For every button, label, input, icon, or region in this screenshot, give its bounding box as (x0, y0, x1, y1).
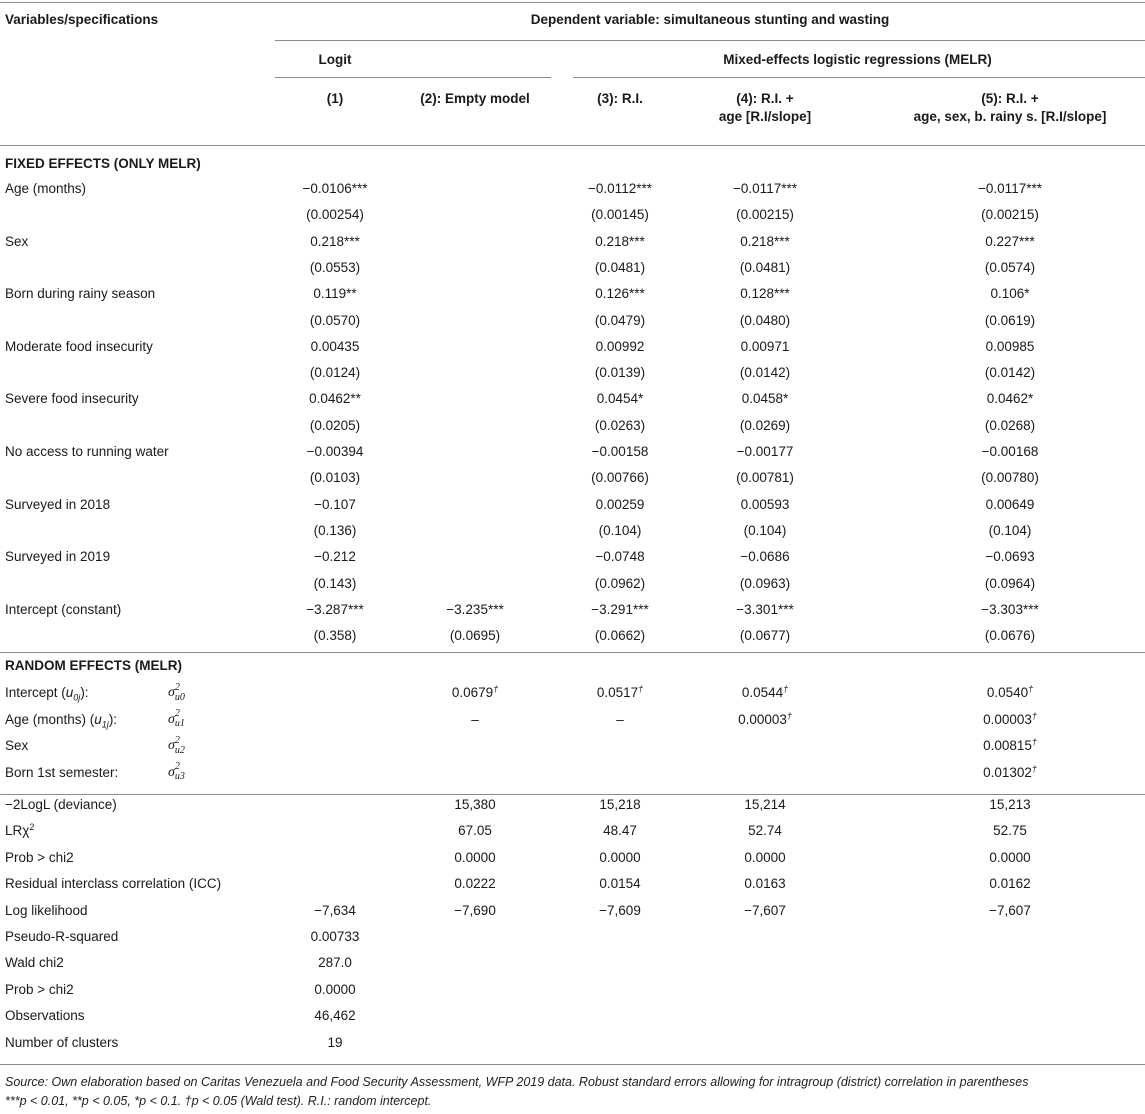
cell-c3: 0.0000 (599, 849, 641, 865)
significance-mark: † (1031, 763, 1037, 774)
table-row (0, 898, 1145, 924)
cell-c5: −3.303*** (981, 601, 1039, 617)
label-text: Wald chi2 (5, 955, 64, 971)
sigma-exponent: 2 (174, 708, 180, 720)
variables-header: Variables/specifications (5, 12, 159, 27)
cell-c3: (0.0662) (594, 628, 646, 644)
table-row (0, 360, 1145, 386)
cell-value: 0.0679 (451, 685, 494, 700)
significance-mark: † (1028, 684, 1034, 694)
cell-c4: (0.00215) (736, 207, 794, 223)
cell-c1: (0.143) (313, 575, 357, 591)
sigma-glyph: σ (168, 764, 175, 780)
cell-c4: −7,607 (744, 902, 786, 918)
row-label (5, 733, 28, 759)
table-row (0, 1003, 1145, 1029)
cell-c3: −0.00158 (591, 444, 649, 459)
cell-c5: 0.0162 (989, 876, 1031, 892)
sigma-symbol (168, 760, 185, 786)
table-row (0, 792, 1145, 818)
col1-header: (1) (326, 91, 344, 106)
table-row (0, 871, 1145, 897)
sigma-symbol (168, 707, 185, 733)
cell-c2: (0.0695) (449, 628, 501, 644)
label-text: Pseudo-R-squared (5, 929, 119, 944)
cell-c3: (0.00766) (591, 470, 649, 486)
significance-mark: † (1031, 710, 1037, 721)
sigma-subscript: u2 (174, 744, 185, 756)
cell-c4: 0.00971 (740, 338, 790, 354)
cell-c4 (690, 707, 840, 733)
table-row (0, 924, 1145, 950)
cell-value: – (471, 711, 479, 727)
cell-c4: (0.0269) (739, 417, 791, 433)
cell-c3: −7,609 (599, 902, 641, 918)
row-label (5, 1003, 85, 1029)
sigma-symbol (168, 680, 185, 706)
cell-c1: −3.287*** (306, 601, 364, 617)
label-text: LRχ (5, 823, 30, 839)
cell-c5 (880, 733, 1140, 759)
sigma-subscript: u1 (174, 718, 185, 730)
cell-c4: 52.74 (748, 823, 782, 839)
table-row (0, 202, 1145, 228)
label-text: Log likelihood (5, 902, 88, 918)
cell-c4: 0.0458* (741, 391, 789, 407)
top-rule (0, 2, 1145, 3)
row-label (5, 924, 118, 950)
col4-header-line1: (4): R.I. + (736, 91, 794, 106)
sigma-glyph: σ (168, 738, 175, 753)
cell-c5: (0.0964) (984, 575, 1036, 591)
table-row (0, 308, 1145, 334)
cell-c5: (0.0574) (984, 259, 1036, 275)
sigma-symbol (168, 733, 185, 759)
label-sub: 0j (73, 692, 81, 703)
cell-c4: (0.00781) (736, 470, 794, 486)
table-row (0, 818, 1145, 844)
cell-c3: (0.0263) (594, 417, 646, 433)
cell-c3: 0.00992 (595, 338, 645, 354)
cell-c5: −7,607 (989, 902, 1031, 918)
table-row (0, 950, 1145, 976)
cell-c2 (405, 680, 545, 706)
cell-c1: 0.00435 (310, 338, 360, 354)
cell-c1: 0.119** (313, 286, 357, 302)
label-text: Residual interclass correlation (ICC) (5, 876, 222, 892)
cell-c5: 0.0000 (989, 849, 1031, 865)
cell-value: 0.00003 (983, 711, 1032, 727)
cell-c1: (0.0103) (309, 470, 361, 486)
cell-c4: −0.00177 (736, 444, 794, 459)
col5-header-line1: (5): R.I. + (981, 91, 1039, 106)
label-text: Intercept ( (5, 685, 66, 700)
table-row (0, 623, 1145, 649)
cell-c4: (0.0677) (739, 628, 791, 644)
cell-c2 (405, 707, 545, 733)
cell-c3: (0.00145) (591, 207, 649, 223)
cell-c5: (0.00780) (981, 470, 1039, 486)
cell-c4: (0.104) (743, 522, 787, 538)
label-var: u (65, 685, 74, 700)
label-text: −2LogL (deviance) (5, 797, 117, 812)
cell-c1: (0.0205) (309, 417, 361, 433)
cell-c3: (0.0481) (594, 259, 646, 275)
table-row (0, 465, 1145, 491)
cell-c5: 0.227*** (985, 233, 1035, 249)
sigma-subscript: u0 (174, 691, 185, 703)
cell-c5: (0.0268) (984, 417, 1036, 433)
cell-c5: 15,213 (989, 797, 1031, 812)
cell-c3: (0.104) (598, 522, 642, 538)
table-row (0, 439, 1145, 465)
cell-c1: 0.0462** (309, 391, 361, 407)
cell-c3: −0.0112*** (588, 181, 652, 196)
col4-header-line2: age [R.I/slope] (718, 109, 812, 124)
fixed-effects-title: FIXED EFFECTS (ONLY MELR) (5, 156, 201, 171)
label-text: Observations (5, 1008, 85, 1024)
cell-c4: 0.00593 (740, 496, 790, 512)
cell-c2: −3.235*** (446, 601, 504, 617)
cell-c3: −3.291*** (591, 601, 649, 617)
cell-c3 (565, 680, 675, 706)
label-text: Number of clusters (5, 1034, 119, 1050)
cell-c4: (0.0481) (739, 259, 791, 275)
cell-c3: (0.0139) (594, 365, 646, 381)
row-label (5, 950, 64, 976)
table-note-source: Source: Own elaboration based on Caritas Venezuela and Food Security Assessment, WFP 2019 data. Robust standard errors allowing for intragroup (district) correlation in parentheses (5, 1075, 1029, 1089)
row-label (5, 760, 118, 786)
label-sup: 2 (29, 822, 35, 833)
row-label: No access to running water (5, 444, 169, 459)
table-row (0, 733, 1145, 759)
cell-c4: (0.0963) (739, 575, 791, 591)
row-label (5, 871, 221, 897)
table-row (0, 255, 1145, 281)
sigma-exponent: 2 (174, 761, 180, 773)
table-row (0, 334, 1145, 360)
cell-c3: 0.218*** (595, 233, 645, 249)
label-end: ): (80, 685, 89, 700)
cell-value: 0.0540 (986, 685, 1029, 700)
cell-c4: 0.0163 (744, 876, 786, 892)
cell-c4: 0.218*** (740, 233, 790, 249)
table-bottom-rule (0, 1064, 1145, 1065)
table-row (0, 229, 1145, 255)
table-row (0, 597, 1145, 623)
significance-mark: † (493, 684, 499, 694)
cell-c1: 19 (327, 1034, 343, 1050)
cell-c5: (0.104) (988, 522, 1032, 538)
cell-c1: (0.0124) (309, 365, 361, 381)
logit-group-header: Logit (318, 52, 352, 67)
table-row (0, 176, 1145, 202)
row-label (5, 898, 88, 924)
cell-c5: 0.00649 (985, 496, 1035, 512)
cell-c3: 48.47 (603, 823, 637, 839)
table-row (0, 413, 1145, 439)
table-row (0, 707, 1145, 733)
table-row (0, 1030, 1145, 1056)
cell-c3: 0.00259 (595, 496, 645, 512)
cell-c2: −7,690 (454, 902, 496, 918)
table-row (0, 518, 1145, 544)
cell-c1: 0.218*** (310, 233, 360, 249)
row-label: Moderate food insecurity (5, 338, 153, 354)
cell-c3: 0.0454* (596, 391, 644, 407)
cell-c4: 15,214 (744, 797, 786, 812)
dependent-variable-header: Dependent variable: simultaneous stunting and wasting (530, 12, 890, 27)
label-text: Born 1st semester: (5, 764, 119, 780)
significance-mark: † (1031, 737, 1037, 747)
cell-c1: (0.136) (313, 522, 357, 538)
cell-c2: 0.0222 (454, 876, 496, 892)
cell-c3: −0.0748 (595, 549, 645, 565)
table-row (0, 680, 1145, 706)
cell-c4: (0.0480) (739, 312, 791, 328)
table-row (0, 571, 1145, 597)
row-label: Surveyed in 2019 (5, 549, 111, 565)
cell-c5 (880, 680, 1140, 706)
label-var: u (94, 711, 102, 727)
cell-value: – (616, 711, 624, 727)
row-label (5, 792, 117, 818)
cell-c5 (880, 760, 1140, 786)
random-effects-title: RANDOM EFFECTS (MELR) (5, 658, 182, 673)
row-label: Born during rainy season (5, 286, 156, 302)
cell-value: 0.0544 (741, 685, 784, 700)
melr-rule (573, 77, 1145, 78)
table-row (0, 386, 1145, 412)
cell-c1: 0.0000 (314, 981, 356, 997)
cell-c3: 0.0154 (599, 876, 641, 892)
significance-mark: † (638, 684, 644, 694)
row-label: Sex (5, 233, 29, 249)
cell-c1: 287.0 (318, 955, 352, 971)
table-note-significance: ***p < 0.01, **p < 0.05, *p < 0.1. †p < 0.05 (Wald test). R.I.: random intercept. (5, 1094, 432, 1108)
cell-c5: (0.00215) (981, 207, 1039, 223)
cell-c4: (0.0142) (739, 365, 791, 381)
row-label (5, 1030, 118, 1056)
row-label (5, 845, 74, 871)
cell-c5: (0.0142) (984, 365, 1036, 381)
sigma-subscript: u3 (174, 771, 185, 783)
cell-c5: (0.0619) (984, 312, 1036, 328)
cell-c1: 46,462 (314, 1008, 356, 1024)
cell-c2: 0.0000 (454, 849, 496, 865)
table-row (0, 760, 1145, 786)
sigma-glyph: σ (168, 685, 175, 700)
label-end: ): (108, 711, 118, 727)
sigma-exponent: 2 (174, 734, 180, 746)
row-label: Age (months) (5, 181, 87, 196)
sigma-exponent: 2 (174, 681, 180, 693)
cell-c4 (690, 680, 840, 706)
cell-c3: (0.0479) (594, 312, 646, 328)
cell-c3: (0.0962) (594, 575, 646, 591)
cell-c4: 0.128*** (740, 286, 790, 302)
label-text: Prob > chi2 (5, 981, 74, 997)
label-text: Sex (5, 738, 29, 753)
label-text: Prob > chi2 (5, 849, 74, 865)
cell-c1: −7,634 (314, 902, 356, 918)
cell-c5 (880, 707, 1140, 733)
col3-header: (3): R.I. (597, 91, 643, 106)
col2-header: (2): Empty model (420, 91, 530, 106)
table-row (0, 281, 1145, 307)
cell-c4: −3.301*** (736, 601, 794, 617)
label-sub: 1j (101, 719, 109, 730)
cell-value: 0.01302 (983, 764, 1032, 780)
logit-rule (275, 77, 551, 78)
row-label (5, 818, 34, 844)
row-label (5, 977, 74, 1003)
cell-c5: 0.106* (990, 286, 1030, 302)
row-label: Surveyed in 2018 (5, 496, 111, 512)
cell-c3: 15,218 (599, 797, 641, 812)
table-row (0, 492, 1145, 518)
melr-group-header: Mixed-effects logistic regressions (MELR) (723, 52, 992, 67)
header-bottom-rule (0, 145, 1145, 146)
cell-c5: 0.00985 (985, 338, 1035, 354)
col5-header-line2: age, sex, b. rainy s. [R.I/slope] (913, 109, 1107, 124)
cell-c1: 0.00733 (310, 929, 360, 944)
cell-c4: −0.0686 (740, 549, 790, 565)
cell-c5: 0.0462* (986, 391, 1034, 407)
cell-c4: −0.0117*** (733, 181, 797, 196)
cell-value: 0.0517 (596, 685, 639, 700)
cell-c4: 0.0000 (744, 849, 786, 865)
row-label: Intercept (constant) (5, 601, 122, 617)
cell-c5: (0.0676) (984, 628, 1036, 644)
significance-mark: † (783, 684, 789, 694)
fixed-bottom-rule (0, 652, 1145, 653)
cell-c1: −0.212 (314, 549, 356, 565)
cell-c1: (0.0570) (309, 312, 361, 328)
label-text: Age (months) ( (5, 711, 95, 727)
cell-c3 (565, 707, 675, 733)
table-row (0, 845, 1145, 871)
cell-c1: −0.107 (314, 496, 356, 512)
cell-c1: −0.0106*** (302, 181, 368, 196)
cell-c2: 15,380 (454, 797, 496, 812)
cell-c1: (0.00254) (306, 207, 364, 223)
cell-c5: −0.00168 (981, 444, 1039, 459)
cell-value: 0.00815 (983, 738, 1032, 753)
cell-c1: −0.00394 (306, 444, 364, 459)
cell-c5: −0.0117*** (978, 181, 1042, 196)
table-row (0, 977, 1145, 1003)
table-row (0, 544, 1145, 570)
cell-c5: −0.0693 (985, 549, 1035, 565)
dependent-rule (275, 40, 1145, 41)
row-label: Severe food insecurity (5, 391, 139, 407)
cell-value: 0.00003 (738, 711, 787, 727)
cell-c1: (0.0553) (309, 259, 361, 275)
cell-c2: 67.05 (458, 823, 492, 839)
cell-c1: (0.358) (313, 628, 357, 644)
sigma-glyph: σ (168, 711, 175, 727)
cell-c5: 52.75 (993, 823, 1027, 839)
cell-c3: 0.126*** (595, 286, 645, 302)
significance-mark: † (786, 710, 792, 721)
